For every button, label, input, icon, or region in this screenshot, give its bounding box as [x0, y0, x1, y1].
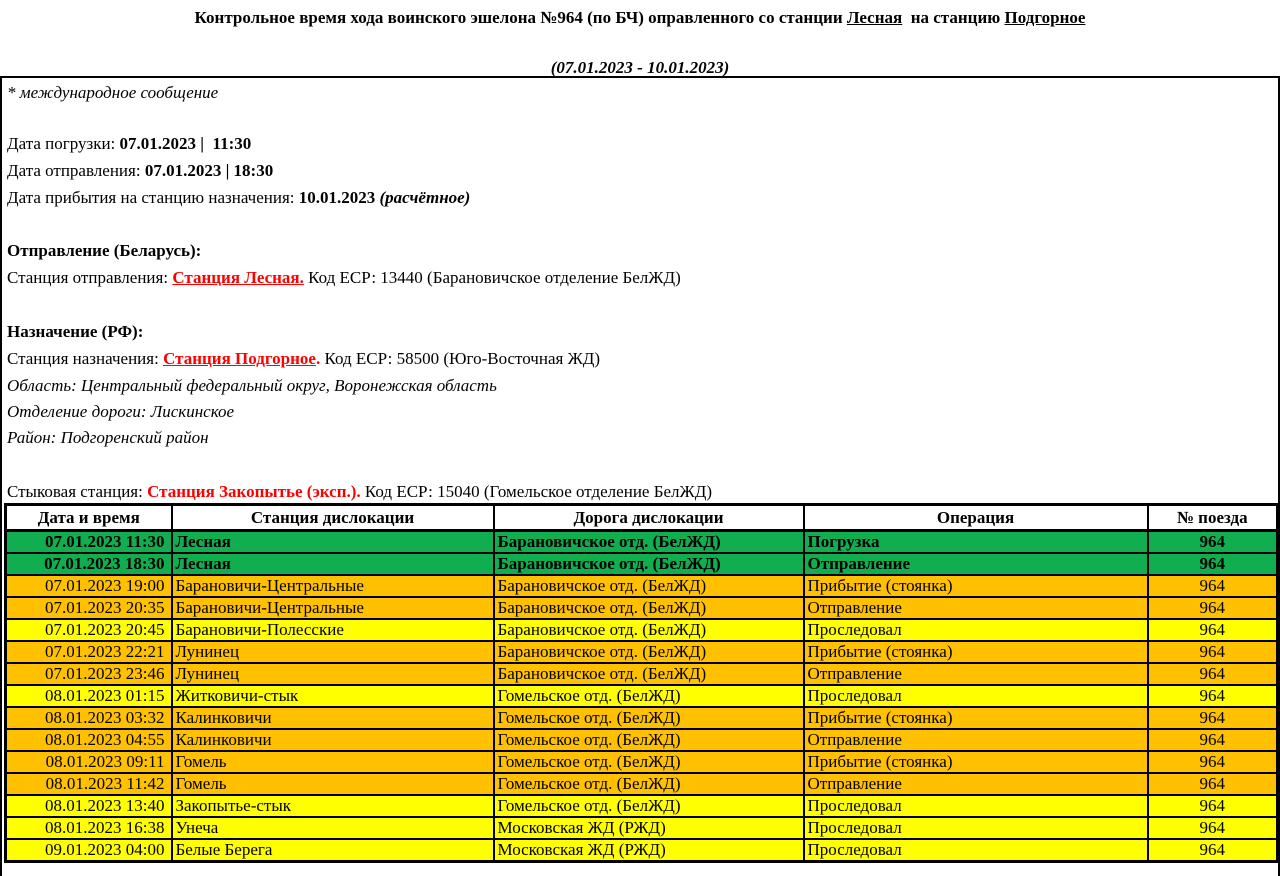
cell-operation: Отправление — [804, 597, 1148, 619]
cell-station: Гомель — [172, 751, 494, 773]
loading-date-value: 07.01.2023 | 11:30 — [119, 134, 252, 153]
cell-operation: Отправление — [804, 729, 1148, 751]
title-connector: на станцию — [902, 8, 1005, 27]
cell-operation: Проследовал — [804, 685, 1148, 707]
cell-operation: Проследовал — [804, 817, 1148, 839]
cell-road: Барановичское отд. (БелЖД) — [494, 641, 804, 663]
junction-station-name: Станция Закопытье (эксп.). — [147, 482, 361, 501]
origin-station-label: Станция отправления: — [7, 268, 173, 287]
cell-datetime: 07.01.2023 23:46 — [6, 663, 172, 685]
cell-operation: Отправление — [804, 773, 1148, 795]
cell-operation: Прибытие (стоянка) — [804, 707, 1148, 729]
cell-road: Гомельское отд. (БелЖД) — [494, 685, 804, 707]
page-title — [0, 8, 1280, 28]
cell-operation: Отправление — [804, 553, 1148, 575]
cell-datetime: 08.01.2023 16:38 — [6, 817, 172, 839]
table-row — [6, 553, 1278, 575]
destination-division: Отделение дороги: Лискинское — [7, 402, 235, 421]
cell-operation: Проследовал — [804, 619, 1148, 641]
column-header: Дорога дислокации — [494, 505, 804, 531]
cell-operation: Прибытие (стоянка) — [804, 575, 1148, 597]
loading-date-line — [7, 134, 251, 154]
cell-road: Барановичское отд. (БелЖД) — [494, 531, 804, 554]
destination-station-rest: Код ЕСР: 58500 (Юго-Восточная ЖД) — [320, 349, 601, 368]
table-row — [6, 685, 1278, 707]
table-row — [6, 751, 1278, 773]
cell-operation: Проследовал — [804, 795, 1148, 817]
cell-station: Закопытье-стык — [172, 795, 494, 817]
destination-station-period: . — [315, 349, 321, 368]
table-row — [6, 707, 1278, 729]
cell-station: Лунинец — [172, 641, 494, 663]
cell-datetime: 07.01.2023 11:30 — [6, 531, 172, 554]
destination-station-line — [7, 349, 600, 369]
cell-road: Барановичское отд. (БелЖД) — [494, 619, 804, 641]
arrival-date-value: 10.01.2023 — [298, 188, 376, 207]
cell-road: Барановичское отд. (БелЖД) — [494, 553, 804, 575]
destination-heading: Назначение (РФ): — [7, 322, 144, 341]
cell-datetime: 08.01.2023 04:55 — [6, 729, 172, 751]
arrival-date-suffix: (расчётное) — [375, 188, 471, 207]
junction-station-label: Стыковая станция: — [7, 482, 148, 501]
title-to-station: Подгорное — [1004, 8, 1086, 27]
table-row — [6, 795, 1278, 817]
destination-station-label: Станция назначения: — [7, 349, 164, 368]
cell-station: Лунинец — [172, 663, 494, 685]
arrival-date-label: Дата прибытия на станцию назначения: — [7, 188, 299, 207]
cell-road: Гомельское отд. (БелЖД) — [494, 795, 804, 817]
cell-train-number: 964 — [1148, 773, 1278, 795]
cell-road: Барановичское отд. (БелЖД) — [494, 663, 804, 685]
cell-road: Барановичское отд. (БелЖД) — [494, 575, 804, 597]
cell-operation: Проследовал — [804, 839, 1148, 862]
title-prefix: Контрольное время хода воинского эшелона №964 (по БЧ) оправленного со станции — [194, 8, 847, 27]
cell-station: Лесная — [172, 553, 494, 575]
cell-station: Белые Берега — [172, 839, 494, 862]
cell-station: Калинковичи — [172, 707, 494, 729]
arrival-date-line — [7, 188, 470, 208]
cell-datetime: 07.01.2023 20:45 — [6, 619, 172, 641]
table-row — [6, 531, 1278, 554]
cell-train-number: 964 — [1148, 729, 1278, 751]
cell-station: Барановичи-Полесские — [172, 619, 494, 641]
cell-operation: Отправление — [804, 663, 1148, 685]
table-row — [6, 663, 1278, 685]
title-period: (07.01.2023 - 10.01.2023) — [550, 58, 730, 77]
cell-datetime: 09.01.2023 04:00 — [6, 839, 172, 862]
cell-road: Гомельское отд. (БелЖД) — [494, 773, 804, 795]
origin-heading: Отправление (Беларусь): — [7, 241, 202, 260]
table-row — [6, 575, 1278, 597]
cell-road: Московская ЖД (РЖД) — [494, 839, 804, 862]
cell-train-number: 964 — [1148, 795, 1278, 817]
destination-region: Область: Центральный федеральный округ, Воронежская область — [7, 376, 497, 395]
international-note: * международное сообщение — [7, 83, 219, 102]
train-movement-table — [4, 503, 1279, 863]
origin-station-name: Станция Лесная. — [172, 268, 304, 287]
cell-operation: Прибытие (стоянка) — [804, 641, 1148, 663]
cell-station: Лесная — [172, 531, 494, 554]
table-row — [6, 597, 1278, 619]
column-header: № поезда — [1148, 505, 1278, 531]
table-row — [6, 729, 1278, 751]
departure-date-value: 07.01.2023 | 18:30 — [144, 161, 274, 180]
table-row — [6, 773, 1278, 795]
cell-train-number: 964 — [1148, 619, 1278, 641]
cell-station: Унеча — [172, 817, 494, 839]
departure-date-line — [7, 161, 273, 181]
cell-train-number: 964 — [1148, 641, 1278, 663]
cell-station: Житковичи-стык — [172, 685, 494, 707]
departure-date-label: Дата отправления: — [7, 161, 145, 180]
cell-datetime: 07.01.2023 22:21 — [6, 641, 172, 663]
cell-datetime: 08.01.2023 13:40 — [6, 795, 172, 817]
cell-train-number: 964 — [1148, 751, 1278, 773]
table-row — [6, 817, 1278, 839]
cell-road: Гомельское отд. (БелЖД) — [494, 729, 804, 751]
cell-datetime: 07.01.2023 19:00 — [6, 575, 172, 597]
cell-train-number: 964 — [1148, 707, 1278, 729]
cell-station: Гомель — [172, 773, 494, 795]
junction-station-rest: Код ЕСР: 15040 (Гомельское отделение БелЖД) — [360, 482, 712, 501]
destination-district: Район: Подгоренский район — [7, 428, 209, 447]
origin-station-line — [7, 268, 681, 288]
cell-train-number: 964 — [1148, 531, 1278, 554]
cell-datetime: 07.01.2023 20:35 — [6, 597, 172, 619]
table-row — [6, 839, 1278, 862]
table-row — [6, 641, 1278, 663]
column-header: Дата и время — [6, 505, 172, 531]
cell-train-number: 964 — [1148, 575, 1278, 597]
cell-station: Калинковичи — [172, 729, 494, 751]
cell-operation: Погрузка — [804, 531, 1148, 554]
cell-train-number: 964 — [1148, 839, 1278, 862]
column-header: Станция дислокации — [172, 505, 494, 531]
cell-train-number: 964 — [1148, 597, 1278, 619]
cell-datetime: 08.01.2023 03:32 — [6, 707, 172, 729]
cell-datetime: 07.01.2023 18:30 — [6, 553, 172, 575]
table-row — [6, 619, 1278, 641]
cell-road: Московская ЖД (РЖД) — [494, 817, 804, 839]
cell-road: Гомельское отд. (БелЖД) — [494, 707, 804, 729]
cell-datetime: 08.01.2023 09:11 — [6, 751, 172, 773]
cell-train-number: 964 — [1148, 663, 1278, 685]
table-header-row — [6, 505, 1278, 531]
origin-station-rest: Код ЕСР: 13440 (Барановичское отделение БелЖД) — [303, 268, 681, 287]
loading-date-label: Дата погрузки: — [7, 134, 120, 153]
cell-operation: Прибытие (стоянка) — [804, 751, 1148, 773]
cell-datetime: 08.01.2023 11:42 — [6, 773, 172, 795]
train-table-body — [6, 531, 1278, 862]
cell-station: Барановичи-Центральные — [172, 597, 494, 619]
cell-road: Гомельское отд. (БелЖД) — [494, 751, 804, 773]
cell-train-number: 964 — [1148, 817, 1278, 839]
destination-station-name: Станция Подгорное — [163, 349, 316, 368]
cell-datetime: 08.01.2023 01:15 — [6, 685, 172, 707]
title-from-station: Лесная — [846, 8, 903, 27]
column-header: Операция — [804, 505, 1148, 531]
cell-road: Барановичское отд. (БелЖД) — [494, 597, 804, 619]
cell-station: Барановичи-Центральные — [172, 575, 494, 597]
cell-train-number: 964 — [1148, 685, 1278, 707]
junction-station-line — [7, 482, 712, 502]
cell-train-number: 964 — [1148, 553, 1278, 575]
